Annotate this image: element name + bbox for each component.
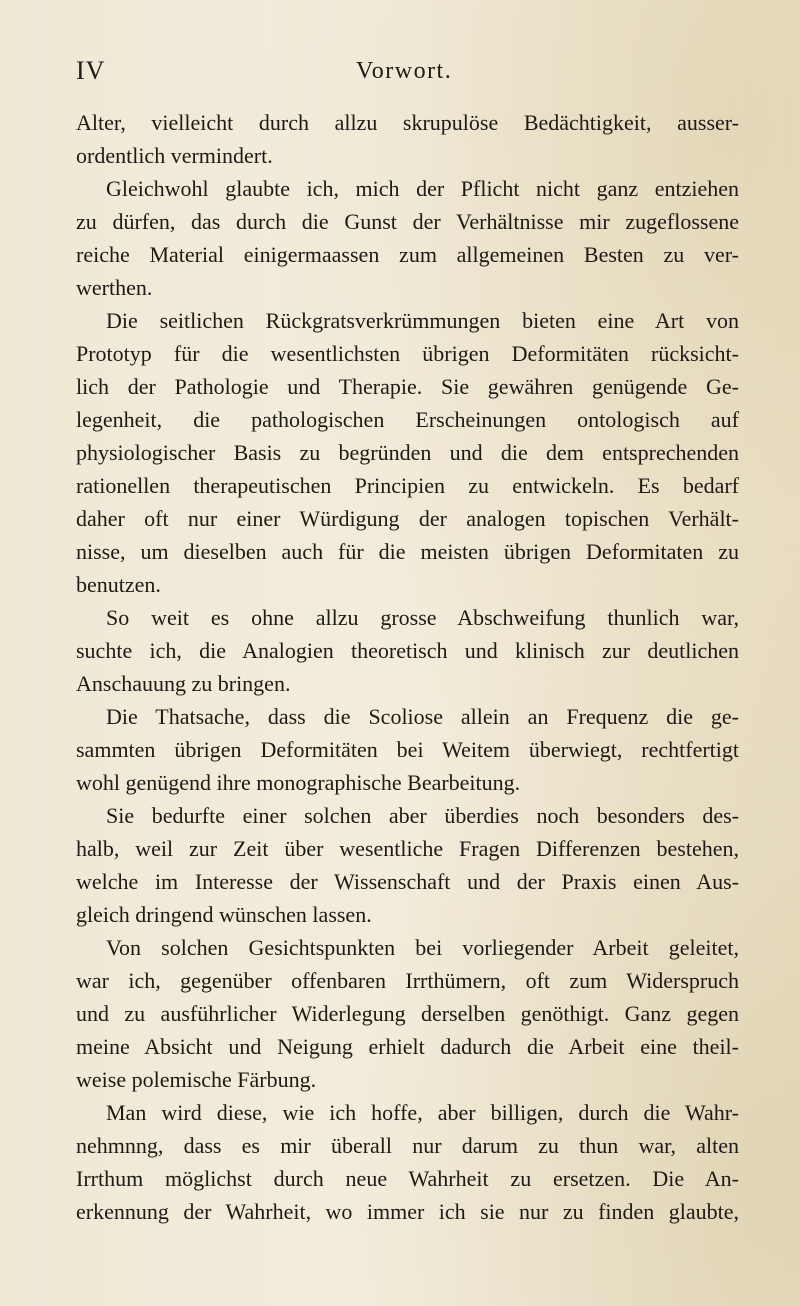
text-line: sammten übrigen Deformitäten bei Weitem überwiegt, rechtfertigt xyxy=(76,737,739,762)
text-line: suchte ich, die Analogien theoretisch und klinisch zur deutlichen xyxy=(76,638,739,663)
text-line: lich der Pathologie und Therapie. Sie gewähren genügende Ge- xyxy=(76,374,739,399)
text-line: nehmnng, dass es mir überall nur darum zu thun war, alten xyxy=(76,1133,739,1158)
text-line: daher oft nur einer Würdigung der analogen topischen Verhält- xyxy=(76,506,739,531)
text-line: Die Thatsache, dass die Scoliose allein an Frequenz die ge- xyxy=(106,704,739,729)
running-head xyxy=(76,56,730,96)
text-line: Prototyp für die wesentlichsten übrigen Deformitäten rücksicht- xyxy=(76,341,739,366)
text-line: zu dürfen, das durch die Gunst der Verhältnisse mir zugeflossene xyxy=(76,209,739,234)
text-line: legenheit, die pathologischen Erscheinungen ontologisch auf xyxy=(76,407,739,432)
text-line: physiologischer Basis zu begründen und die dem entsprechenden xyxy=(76,440,739,465)
text-line: rationellen therapeutischen Principien zu entwickeln. Es bedarf xyxy=(76,473,739,498)
text-line: meine Absicht und Neigung erhielt dadurch die Arbeit eine theil- xyxy=(76,1034,739,1059)
text-line: Die seitlichen Rückgratsverkrümmungen bieten eine Art von xyxy=(106,308,739,333)
text-line: nisse, um dieselben auch für die meisten übrigen Deformitaten zu xyxy=(76,539,739,564)
text-line: Anschauung zu bringen. xyxy=(76,671,291,696)
text-line: und zu ausführlicher Widerlegung derselben genöthigt. Ganz gegen xyxy=(76,1001,739,1026)
text-line: Von solchen Gesichtspunkten bei vorliegender Arbeit geleitet, xyxy=(106,935,739,960)
text-line: weise polemische Färbung. xyxy=(76,1067,317,1092)
text-line: ordentlich vermindert. xyxy=(76,143,273,168)
text-line: erkennung der Wahrheit, wo immer ich sie nur zu finden glaubte, xyxy=(76,1199,739,1224)
text-line: benutzen. xyxy=(76,572,161,597)
text-line: Gleichwohl glaubte ich, mich der Pflicht nicht ganz entziehen xyxy=(106,176,739,201)
text-line: Man wird diese, wie ich hoffe, aber billigen, durch die Wahr- xyxy=(106,1100,739,1125)
text-line: gleich dringend wünschen lassen. xyxy=(76,902,372,927)
running-title: Vorwort. xyxy=(356,58,453,84)
text-line: war ich, gegenüber offenbaren Irrthümern, oft zum Widerspruch xyxy=(76,968,739,993)
text-line: reiche Material einigermaassen zum allgemeinen Besten zu ver- xyxy=(76,242,739,267)
text-line: welche im Interesse der Wissenschaft und der Praxis einen Aus- xyxy=(76,869,739,894)
body-text xyxy=(76,106,739,1228)
page-number: IV xyxy=(76,56,106,85)
text-line: wohl genügend ihre monographische Bearbeitung. xyxy=(76,770,521,795)
text-line: Irrthum möglichst durch neue Wahrheit zu ersetzen. Die An- xyxy=(76,1166,739,1191)
text-line: halb, weil zur Zeit über wesentliche Fragen Differenzen bestehen, xyxy=(76,836,739,861)
text-line: werthen. xyxy=(76,275,153,300)
text-line: So weit es ohne allzu grosse Abschweifung thunlich war, xyxy=(106,605,739,630)
text-line: Alter, vielleicht durch allzu skrupulöse Bedächtigkeit, ausser- xyxy=(76,110,739,135)
text-line: Sie bedurfte einer solchen aber überdies noch besonders des- xyxy=(106,803,739,828)
